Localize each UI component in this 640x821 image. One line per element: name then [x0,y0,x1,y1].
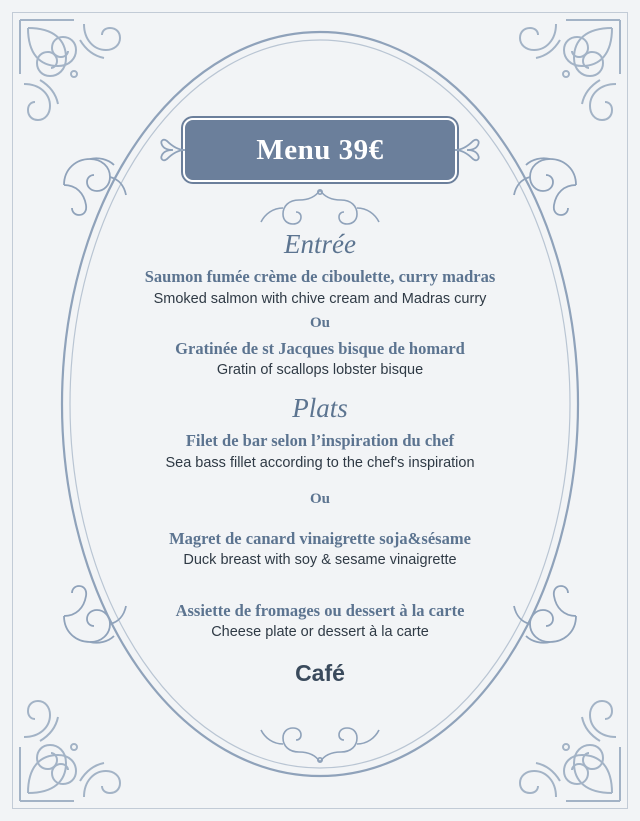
choice-separator: Ou [309,314,330,331]
choice-separator: Ou [309,490,330,507]
dish-name-en: Cheese plate or dessert à la carte [211,624,429,641]
center-flourish-icon [245,724,395,766]
flourish-ornament-icon [510,155,580,217]
menu-title-plaque [183,118,457,182]
section-heading: Plats [292,392,348,423]
corner-ornament-icon [14,687,134,807]
dish-name-fr: Filet de bar selon l’inspiration du chef [185,431,455,451]
dish-name-en: Duck breast with soy & sesame vinaigrette [183,552,457,569]
section-spacer [90,572,550,594]
closing-item: Café [295,660,345,687]
section-heading: Entrée [284,229,356,259]
dish-name-en: Gratin of scallops lobster bisque [216,362,424,379]
dish-name-fr: Assiette de fromages ou dessert à la carte [175,600,465,620]
menu-section-cheese-dessert [90,600,550,642]
page-title: Menu 39€ [256,133,384,166]
dish-name-fr: Gratinée de st Jacques bisque de homard [175,338,465,358]
menu-section-plats [90,392,550,570]
corner-ornament-icon [14,14,134,134]
plaque-hook-icon [159,137,185,163]
corner-ornament-icon [506,14,626,134]
item-spacer [90,475,550,485]
dish-name-en: Sea bass fillet according to the chef's inspiration [165,454,475,471]
menu-content [90,228,550,687]
dish-name-en: Smoked salmon with chive cream and Madras curry [153,290,487,307]
dish-name-fr: Saumon fumée crème de ciboulette, curry madras [144,267,496,287]
plaque-hook-icon [455,137,481,163]
dish-name-fr: Magret de canard vinaigrette soja&sésame [169,528,471,548]
center-flourish-icon [245,186,395,228]
section-spacer [90,382,550,392]
corner-ornament-icon [506,687,626,807]
menu-section-entree [90,228,550,380]
item-spacer [90,512,550,522]
flourish-ornament-icon [60,155,130,217]
